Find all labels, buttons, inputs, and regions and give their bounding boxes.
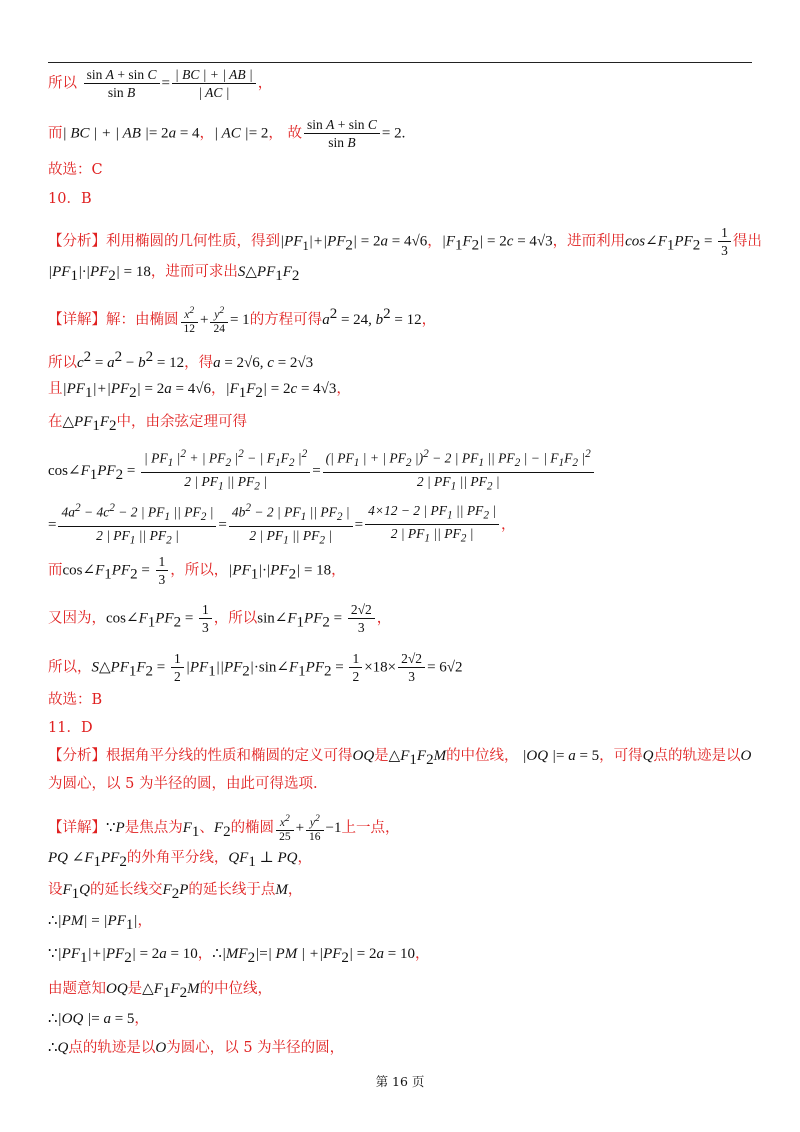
fraction: $\frac{1}{3}$ xyxy=(156,553,169,588)
line-er: 而$\cos\angle F_1PF_2$ = $\frac{1}{3}$ ，所以，$|PF_1|\cdot|PF_2| = 18$， xyxy=(48,554,346,587)
fraction: $\frac{y^2}{16}$ xyxy=(306,812,324,844)
detail-10: 【详解】解：由椭圆 $\frac{x^2}{12}$ + $\frac{y^2}{24}$ = 1的方程可得$a^2 = 24$, $b^2 = 12$， xyxy=(48,305,437,335)
answer-c: 故选：C xyxy=(48,162,103,178)
text: ，所以 xyxy=(213,610,258,627)
text: 且 xyxy=(48,381,63,397)
text: 的延长线于点 xyxy=(188,882,276,898)
line-q-locus: ∴Q点的轨迹是以O为圆心，以 5 为半径的圆， xyxy=(48,1040,345,1056)
text: 的外角平分线， xyxy=(126,850,229,866)
text: ，进而利用 xyxy=(552,233,626,250)
text: ， xyxy=(427,233,442,250)
line-pq: PQ $\angle F_1PF_2$的外角平分线，$QF_1$ ⊥ PQ， xyxy=(48,850,312,870)
text: ，可得 xyxy=(599,748,643,764)
line-qie: 且$|PF_1|+|PF_2| = 2a = 4√6$，$|F_1F_2| = 2c = 4√3$， xyxy=(48,381,351,401)
text: 的延长线交 xyxy=(90,882,163,898)
text-hence: 故 xyxy=(287,125,303,142)
question-10: 10．B xyxy=(48,191,92,207)
text: 的中位线， xyxy=(446,748,519,764)
fraction: $\frac{x^2}{12}$ xyxy=(181,304,199,336)
text: 点的轨迹是以 xyxy=(653,748,741,764)
fraction: $\frac{| PF_1 |^2 + | PF_2 |^2 - | F_1F_2 |^2}{2 | PF_1 || PF_2 |}$ xyxy=(141,446,310,496)
line-ratio: 所以 $\frac{\text{sin A + sin C}}{\text{sin B}}$ = $\frac{| BC | + | AB |}{| AC |}$ ， xyxy=(48,67,273,100)
cos-law-1: $\cos\angle F_1PF_2$ = $\frac{| PF_1 |^2 + | PF_2 |^2 - | F_1F_2 |^2}{2 | PF_1 || PF_2 |}$ = $\frac{(| PF_1 | + | PF_2 |)^2 - 2 | PF_1 || PF_2 | - | F_1F_2 |^2}{2 | PF_1 || PF_2 |}$ xyxy=(48,446,596,496)
text: 在 xyxy=(48,414,63,430)
fraction: $\frac{4\times 12 - 2 | PF_1 || PF_2 |}{2 | PF_1 || PF_2 |}$ xyxy=(365,502,499,548)
text: 又因为， xyxy=(48,610,106,627)
text: 得出 xyxy=(732,233,762,250)
fraction: $\frac{2√2}{3}$ xyxy=(398,650,425,685)
fraction: $\frac{2√2}{3}$ xyxy=(348,601,375,636)
text: 的中位线， xyxy=(199,981,273,997)
line-she: 设$F_1Q$的延长线交$F_2P$的延长线于点M， xyxy=(48,882,303,902)
text: 中，由余弦定理可得 xyxy=(116,414,248,430)
line-youyin: 又因为，$\cos\angle F_1PF_2$ = $\frac{1}{3}$ ，所以$\sin\angle F_1PF_2$ = $\frac{2√2}{3}$ ， xyxy=(48,602,392,635)
page-footer: 第 16 页 xyxy=(375,1074,425,1089)
text: 是 xyxy=(127,981,143,997)
text: 是焦点为 xyxy=(124,819,183,836)
text: 【详解】 xyxy=(48,819,106,836)
fraction: $\frac{(| PF_1 | + | PF_2 |)^2 - 2 | PF_1 || PF_2 | - | F_1F_2 |^2}{2 | PF_1 || PF_2 |}$ xyxy=(323,446,594,496)
question-11: 11．D xyxy=(48,720,93,736)
line-c2: 所以$c^2 = a^2 - b^2 = 12$，得a = 2√6, c = 2√3 xyxy=(48,349,314,371)
line-sum: $\because|PF_1|+|PF_2| = 2a = 10$，$\therefore|MF_2|=|$ PM | $+|PF_2| = 2a = 10$， xyxy=(48,946,430,966)
analysis-11: 【分析】根据角平分线的性质和椭圆的定义可得OQ是$\triangle F_1F_2M$的中位线， |OQ |= a = 5，可得Q点的轨迹是以O xyxy=(48,748,752,768)
line-values: 而| BC | + | AB |= 2a = 4，| AC |= 2， 故 $\frac{\text{sin A + sin C}}{\text{sin B}}$ = 2. xyxy=(48,117,406,150)
text: 是 xyxy=(374,748,389,764)
fraction: $\frac{1}{2}$ xyxy=(171,650,184,685)
analysis-10: 【分析】利用椭圆的几何性质，得到$|PF_1|+|PF_2| = 2a = 4√6$，$|F_1F_2| = 2c = 4√3$，进而利用$\cos\angle F_1PF_2$ = $\frac{1}{3}$ 得出 xyxy=(48,225,762,258)
line-tiyi: 由题意知OQ是$\triangle F_1F_2M$的中位线， xyxy=(48,981,273,1001)
text: ，得 xyxy=(184,354,214,371)
analysis-10-cont: $|PF_1|\cdot|PF_2| = 18$，进而可求出$S\triangle PF_1F_2$ xyxy=(48,264,300,284)
fraction: $\frac{| BC | + | AB |}{| AC |}$ xyxy=(172,66,256,101)
text: ，进而可求出 xyxy=(150,264,238,280)
fraction: $\frac{y^2}{24}$ xyxy=(210,304,228,336)
text: 点的轨迹是以 xyxy=(68,1040,156,1056)
line-zai: 在$\triangle PF_1F_2$中，由余弦定理可得 xyxy=(48,414,248,434)
text: 所以 xyxy=(48,354,77,371)
detail-11: 【详解】∵P是焦点为$F_1$、$F_2$的椭圆 $\frac{x^2}{25}$ + $\frac{y^2}{16}$ −1上一点， xyxy=(48,813,400,843)
text: 为圆心，以 5 为半径的圆， xyxy=(166,1040,345,1056)
line-area: 所以，$S\triangle PF_1F_2$ = $\frac{1}{2}$ $|PF_1||PF_2|\cdot\sin\angle F_1PF_2$ = $\frac{1}{2}$ ×18× $\frac{2√2}{3}$ = 6√2 xyxy=(48,651,463,684)
text: 、 xyxy=(199,819,214,836)
fraction: $\frac{1}{3}$ xyxy=(718,224,731,259)
text: 的椭圆 xyxy=(230,819,275,836)
answer-b: 故选：B xyxy=(48,692,103,708)
text: 【分析】利用椭圆的几何性质，得到 xyxy=(48,233,280,250)
fraction: $\frac{4a^2 - 4c^2 - 2 | PF_1 || PF_2 |}{2 | PF_1 || PF_2 |}$ xyxy=(58,500,216,550)
fraction: $\frac{1}{2}$ xyxy=(349,650,362,685)
text: 而 xyxy=(48,562,63,579)
fraction: $\frac{1}{3}$ xyxy=(199,601,212,636)
text: 【分析】根据角平分线的性质和椭圆的定义可得 xyxy=(48,748,353,764)
fraction: $\frac{x^2}{25}$ xyxy=(276,812,294,844)
text: 设 xyxy=(48,882,63,898)
fraction: $\frac{\text{sin A + sin C}}{\text{sin B}}$ xyxy=(84,66,160,101)
header-rule xyxy=(48,62,752,63)
cos-law-2: = $\frac{4a^2 - 4c^2 - 2 | PF_1 || PF_2 |}{2 | PF_1 || PF_2 |}$ = $\frac{4b^2 - 2 | PF_1 || PF_2 |}{2 | PF_1 || PF_2 |}$ = $\frac{4\times 12 - 2 | PF_1 || PF_2 |}{2 | PF_1 || PF_2 |}$ ， xyxy=(48,500,516,550)
fraction: $\frac{4b^2 - 2 | PF_1 || PF_2 |}{2 | PF_1 || PF_2 |}$ xyxy=(229,500,353,550)
text: 上一点， xyxy=(341,819,400,836)
text: 所以， xyxy=(48,659,92,676)
text: 【详解】解：由椭圆 xyxy=(48,311,179,328)
text-so: 所以 xyxy=(48,75,77,92)
text: ，所以， xyxy=(170,562,229,579)
text-er: 而 xyxy=(48,125,63,142)
fraction: $\frac{\text{sin A + sin C}}{\text{sin B}}$ xyxy=(304,116,380,151)
analysis-11-cont: 为圆心，以 5 为半径的圆，由此可得选项. xyxy=(48,776,318,792)
line-pm: ∴|PM| = $|PF_1|$， xyxy=(48,913,152,933)
text: 的方程可得 xyxy=(249,311,323,328)
line-oq: ∴|OQ |= a = 5， xyxy=(48,1011,149,1027)
text: 由题意知 xyxy=(48,981,106,997)
